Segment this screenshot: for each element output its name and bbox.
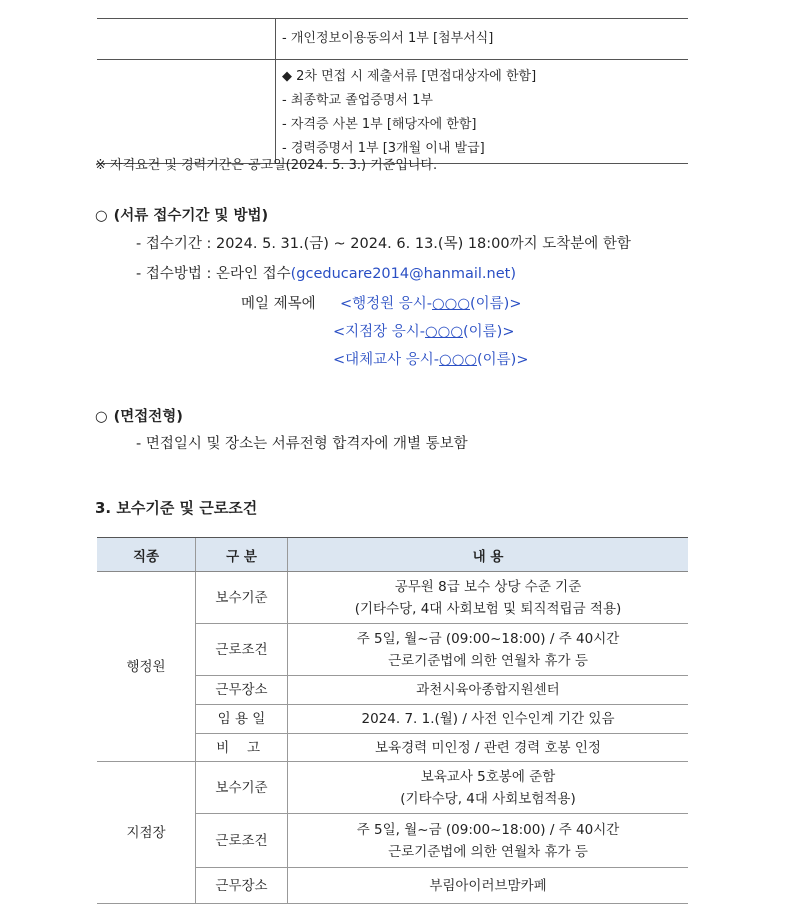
consent-form-item: - 개인정보이용동의서 1부 [첨부서식] (276, 19, 689, 60)
row-label: 보수기준 (196, 572, 288, 624)
mail-subject-substitute: <대체교사 응시-○○○(이름)> (333, 352, 529, 368)
row-content: 부림아이러브맘카페 (288, 868, 689, 904)
row-content: 보육경력 미인정 / 관련 경력 호봉 인정 (288, 734, 689, 762)
row-label: 근무장소 (196, 676, 288, 705)
list-item: - 자격증 사본 1부 [해당자에 한함] (282, 117, 477, 132)
row-label: 임 용 일 (196, 705, 288, 734)
interview-section-title (95, 405, 183, 426)
compensation-section-title: 3. 보수기준 및 근로조건 (95, 499, 258, 517)
row-label: 비 고 (196, 734, 288, 762)
job-branch: 지점장 (97, 762, 196, 904)
interview-notice: - 면접일시 및 장소는 서류전형 합격자에 개별 통보함 (136, 436, 468, 452)
compensation-table (97, 537, 688, 904)
circle-bullet-icon: ○ (95, 409, 108, 425)
row-label: 근로조건 (196, 624, 288, 676)
table-row (97, 60, 688, 164)
row-content: 주 5일, 월~금 (09:00~18:00) / 주 40시간 근로기준법에 의한 연월차 휴가 등 (288, 624, 689, 676)
row-content: 주 5일, 월~금 (09:00~18:00) / 주 40시간 근로기준법에 의한 연월차 휴가 등 (288, 814, 689, 868)
table-header-row (97, 538, 688, 572)
mail-subject-label: 메일 제목에 (241, 296, 316, 312)
section-title-text: (면접전형) (113, 409, 183, 425)
row-label: 근로조건 (196, 814, 288, 868)
method-prefix: - 접수방법 : 온라인 접수 (136, 266, 291, 282)
row-content: 보육교사 5호봉에 준함 (기타수당, 4대 사회보험적용) (288, 762, 689, 814)
interview-documents-heading: ◆ 2차 면접 시 제출서류 [면접대상자에 한함] (282, 69, 537, 84)
row-content: 과천시육아종합지원센터 (288, 676, 689, 705)
application-section-title (95, 204, 268, 225)
application-method (136, 262, 516, 283)
eligibility-note: ※ 자격요건 및 경력기간은 공고일(2024. 5. 3.) 기준입니다. (95, 158, 438, 173)
circle-bullet-icon: ○ (95, 208, 108, 224)
list-item: - 최종학교 졸업증명서 1부 (282, 93, 433, 108)
application-period: - 접수기간 : 2024. 5. 31.(금) ~ 2024. 6. 13.(목) 18:00까지 도착분에 한함 (136, 236, 631, 252)
table-row (97, 19, 688, 60)
row-content: 2024. 7. 1.(월) / 사전 인수인계 기간 있음 (288, 705, 689, 734)
row-label: 보수기준 (196, 762, 288, 814)
header-content: 내 용 (288, 538, 689, 572)
job-admin: 행정원 (97, 572, 196, 762)
section-title-text: (서류 접수기간 및 방법) (113, 208, 269, 224)
required-documents-table (97, 18, 688, 164)
mail-subject-branch: <지점장 응시-○○○(이름)> (333, 324, 515, 340)
row-label: 근무장소 (196, 868, 288, 904)
table-row (97, 762, 688, 814)
header-category: 구 분 (196, 538, 288, 572)
email-link[interactable]: (gceducare2014@hanmail.net) (290, 266, 516, 282)
mail-subject-admin: <행정원 응시-○○○(이름)> (340, 296, 522, 312)
table-row (97, 572, 688, 624)
row-content: 공무원 8급 보수 상당 수준 기준 (기타수당, 4대 사회보험 및 퇴직적립금 적용) (288, 572, 689, 624)
header-job: 직종 (97, 538, 196, 572)
list-item: - 경력증명서 1부 [3개월 이내 발급] (282, 141, 485, 156)
